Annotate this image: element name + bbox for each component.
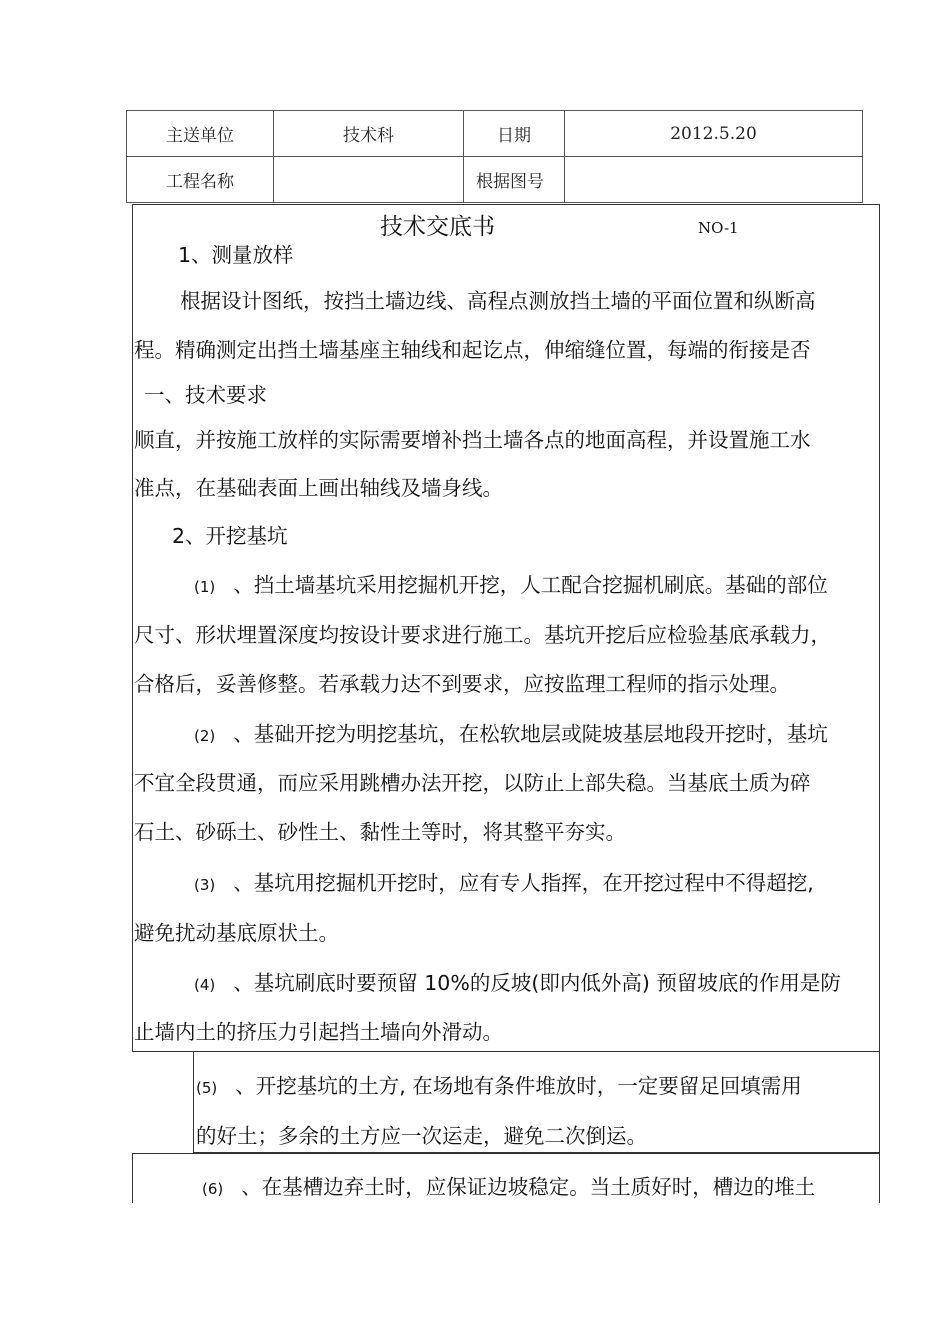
tech-requirements-heading: 一、技术要求 [144, 383, 267, 407]
item2-line3: 石土、砂砾土、砂性土、黏性土等时，将其整平夯实。 [134, 820, 626, 844]
item1-line2: 尺寸、形状埋置深度均按设计要求进行施工。基坑开挖后应检验基底承载力， [134, 623, 831, 647]
item1-line1: (1) 、挡土墙基坑采用挖掘机开挖，人工配合挖掘机刷底。基础的部位 [194, 573, 828, 597]
p1-line4: 准点，在基础表面上画出轴线及墙身线。 [134, 476, 503, 500]
date-label: 日期 [464, 111, 565, 157]
item3-line1: (3) 、基坑用挖掘机开挖时，应有专人指挥，在开挖过程中不得超挖, [194, 871, 814, 895]
item5-line2: 的好土；多余的土方应一次运走，避免二次倒运。 [196, 1124, 647, 1148]
item5-line1: (5) 、开挖基坑的土方, 在场地有条件堆放时，一定要留足回填需用 [196, 1074, 802, 1098]
section2-heading: 2、开挖基坑 [172, 524, 288, 548]
sender-value: 技术科 [274, 111, 464, 157]
project-name-value [274, 157, 464, 203]
item4-line2: 止墙内土的挤压力引起挡土墙向外滑动。 [134, 1020, 503, 1044]
p1-line1: 根据设计图纸，按挡土墙边线、高程点测放挡土墙的平面位置和纵断高 [180, 289, 816, 313]
item6-number: (6) [202, 1180, 224, 1198]
sender-label: 主送单位 [127, 111, 274, 157]
section1-heading: 1、测量放样 [178, 243, 294, 267]
item5-number: (5) [196, 1079, 218, 1097]
drawing-number-label: 根据图号 [464, 157, 565, 203]
item1-line3: 合格后，妥善修整。若承载力达不到要求，应按监理工程师的指示处理。 [134, 672, 790, 696]
document-title: 技术交底书 [380, 214, 495, 240]
item3-number: (3) [194, 876, 216, 894]
item2-line2: 不宜全段贯通，而应采用跳槽办法开挖，以防止上部失稳。当基底土质为碎 [134, 771, 811, 795]
item2-line1: (2) 、基础开挖为明挖基坑，在松软地层或陡坡基层地段开挖时，基坑 [194, 722, 828, 746]
item6-line1: (6) 、在基槽边弃土时，应保证边坡稳定。当土质好时，槽边的堆土 [202, 1175, 816, 1199]
project-name-label: 工程名称 [127, 157, 274, 203]
p1-line3: 顺直，并按施工放样的实际需要增补挡土墙各点的地面高程，并设置施工水 [134, 428, 811, 452]
item3-line2: 避免扰动基底原状土。 [134, 921, 339, 945]
item4-line1: (4) 、基坑刷底时要预留 10%的反坡(即内低外高) 预留坡底的作用是防 [194, 971, 841, 995]
item4-number: (4) [194, 976, 216, 994]
header-table [126, 110, 863, 203]
date-value: 2012.5.20 [565, 111, 863, 157]
header-row [127, 157, 863, 203]
document-number: NO-1 [698, 219, 739, 237]
item2-number: (2) [194, 727, 216, 745]
p1-line2: 程。精确测定出挡土墙基座主轴线和起讫点，伸缩缝位置，每端的衔接是否 [134, 338, 811, 362]
item1-number: (1) [194, 578, 216, 596]
drawing-number-value [565, 157, 863, 203]
header-row [127, 111, 863, 157]
